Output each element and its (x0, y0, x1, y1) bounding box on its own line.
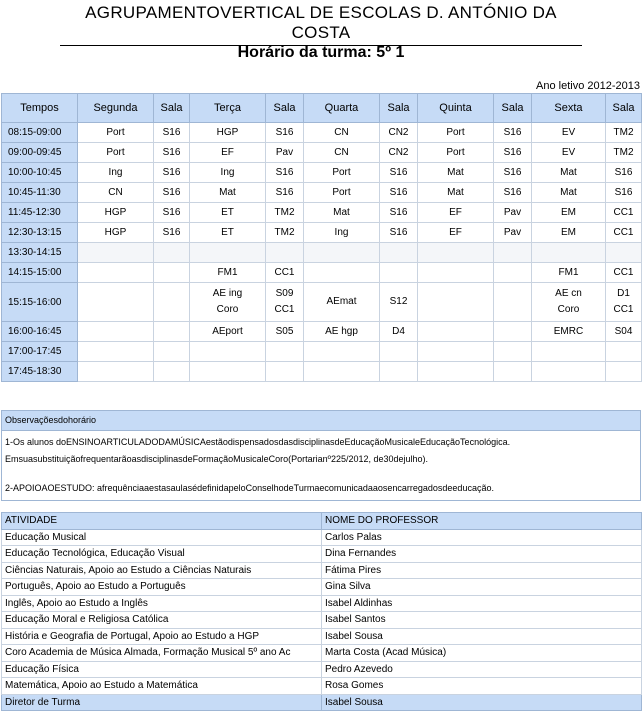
room-cell (266, 283, 304, 322)
room-cell: S16 (380, 183, 418, 203)
schedule-row (2, 362, 642, 382)
subject-cell (418, 362, 494, 382)
teacher-name-cell: Carlos Palas (322, 529, 642, 546)
room-cell (380, 283, 418, 322)
room-cell (494, 283, 532, 322)
room-cell: CN2 (380, 123, 418, 143)
class-director-label: Diretor de Turma (2, 694, 322, 711)
room-cell: Pav (494, 203, 532, 223)
room-cell: Pav (266, 143, 304, 163)
class-schedule-heading: Horário da turma: 5º 1 (237, 44, 405, 61)
subject-cell (78, 243, 154, 263)
subject-cell: HGP (78, 223, 154, 243)
room-cell: S16 (154, 143, 190, 163)
subject-cell (418, 342, 494, 362)
schedule-header-cell: Sala (266, 94, 304, 123)
teacher-row (2, 562, 642, 579)
subject-cell (304, 342, 380, 362)
room-cell (494, 263, 532, 283)
room-cell (494, 342, 532, 362)
subject-cell: Port (304, 163, 380, 183)
subject-cell: Mat (304, 203, 380, 223)
subject-cell (78, 342, 154, 362)
subject-text: AE cn (555, 288, 582, 299)
schedule-row (2, 263, 642, 283)
room-cell: CC1 (606, 223, 642, 243)
room-cell (606, 362, 642, 382)
activity-cell: Inglês, Apoio ao Estudo a Inglês (2, 595, 322, 612)
subject-cell (78, 263, 154, 283)
room-cell: S16 (380, 223, 418, 243)
subject-cell: FM1 (532, 263, 606, 283)
subject-cell: EV (532, 123, 606, 143)
room-cell (494, 322, 532, 342)
time-slot: 16:00-16:45 (2, 322, 78, 342)
time-slot: 09:00-09:45 (2, 143, 78, 163)
time-slot: 17:00-17:45 (2, 342, 78, 362)
schedule-header-cell: Sala (494, 94, 532, 123)
subject-cell (532, 283, 606, 322)
subject-cell: CN (78, 183, 154, 203)
room-cell (266, 243, 304, 263)
teacher-name-cell: Rosa Gomes (322, 678, 642, 695)
subject-cell (304, 263, 380, 283)
room-cell: S16 (266, 163, 304, 183)
subject-cell (418, 263, 494, 283)
subject-cell (532, 342, 606, 362)
room-cell: S05 (266, 322, 304, 342)
room-cell (380, 362, 418, 382)
room-cell: S16 (154, 163, 190, 183)
time-slot: 10:45-11:30 (2, 183, 78, 203)
activity-cell: Matemática, Apoio ao Estudo a Matemática (2, 678, 322, 695)
subject-cell: EF (418, 203, 494, 223)
activity-cell: Educação Musical (2, 529, 322, 546)
room-cell: S16 (154, 203, 190, 223)
room-cell: S16 (154, 183, 190, 203)
time-slot: 10:00-10:45 (2, 163, 78, 183)
observation-line-1: 1-Os alunos doENSINOARTICULADODAMÚSICAestãodispensadosdasdisciplinasdeEducaçãoMusicaleEducaçãoTecnológica. (5, 437, 511, 447)
time-slot: 12:30-13:15 (2, 223, 78, 243)
schedule-header-cell: Quarta (304, 94, 380, 123)
schedule-header-cell: Sexta (532, 94, 606, 123)
subject-cell: EF (418, 223, 494, 243)
schedule-row (2, 322, 642, 342)
time-slot: 13:30-14:15 (2, 243, 78, 263)
room-cell (494, 243, 532, 263)
teacher-name-cell: Isabel Santos (322, 612, 642, 629)
schedule-row (2, 143, 642, 163)
room-cell: S16 (154, 123, 190, 143)
room-cell: S16 (494, 163, 532, 183)
subject-cell: EMRC (532, 322, 606, 342)
teacher-name-cell: Fátima Pires (322, 562, 642, 579)
time-slot: 11:45-12:30 (2, 203, 78, 223)
room-cell: S16 (606, 163, 642, 183)
schedule-header-cell: Sala (606, 94, 642, 123)
room-cell (494, 362, 532, 382)
schedule-row (2, 203, 642, 223)
room-cell (154, 322, 190, 342)
teachers-header-row (2, 513, 642, 530)
subject-cell (418, 283, 494, 322)
subject-cell: Ing (78, 163, 154, 183)
room-cell (266, 362, 304, 382)
room-cell (606, 243, 642, 263)
subject-text: AEmat (326, 296, 357, 307)
subject-cell (78, 322, 154, 342)
observations-panel (1, 410, 641, 501)
room-cell (380, 263, 418, 283)
subject-cell: HGP (190, 123, 266, 143)
observations-title: Observaçõesdohorário (2, 411, 640, 431)
activity-cell: Ciências Naturais, Apoio ao Estudo a Ciências Naturais (2, 562, 322, 579)
observation-line-2: EmsuasubstituiçãofrequentarãoasdisciplinasdeFormaçãoMusicaleCoro(Portarianº225/2012, de30dejulho). (5, 454, 429, 464)
room-text: S12 (389, 296, 408, 307)
subject-cell (190, 283, 266, 322)
room-cell: S16 (380, 163, 418, 183)
room-cell: S16 (266, 123, 304, 143)
teachers-table (1, 512, 642, 711)
room-cell: CC1 (266, 263, 304, 283)
schedule-row (2, 123, 642, 143)
teacher-row (2, 661, 642, 678)
room-cell (606, 342, 642, 362)
subject-cell (532, 243, 606, 263)
subject-cell: EM (532, 223, 606, 243)
room-cell: S16 (494, 123, 532, 143)
subject-cell (190, 362, 266, 382)
schedule-table (1, 93, 642, 382)
activity-cell: Educação Tecnológica, Educação Visual (2, 546, 322, 563)
subject-cell: HGP (78, 203, 154, 223)
subject-cell (418, 243, 494, 263)
room-text: S09 (275, 288, 294, 299)
subject-cell: CN (304, 143, 380, 163)
room-cell (380, 342, 418, 362)
teacher-name-cell: Isabel Sousa (322, 628, 642, 645)
subject-cell: EF (190, 143, 266, 163)
room-cell (154, 243, 190, 263)
subject-cell: Port (418, 123, 494, 143)
room-cell (606, 283, 642, 322)
teacher-row (2, 612, 642, 629)
subject-cell (304, 283, 380, 322)
schedule-row (2, 223, 642, 243)
room-cell (380, 243, 418, 263)
room-cell (154, 283, 190, 322)
subject-cell: Port (418, 143, 494, 163)
schedule-row (2, 243, 642, 263)
activity-cell: Português, Apoio ao Estudo a Português (2, 579, 322, 596)
teacher-row (2, 628, 642, 645)
schedule-row (2, 342, 642, 362)
subject-cell: FM1 (190, 263, 266, 283)
schedule-row (2, 183, 642, 203)
room-text: CC1 (274, 304, 295, 315)
school-year: Ano letivo 2012-2013 (536, 80, 640, 92)
activity-column-header: ATIVIDADE (2, 513, 322, 530)
teacher-row (2, 529, 642, 546)
school-name: AGRUPAMENTOVERTICAL DE ESCOLAS D. ANTÓNIO DA COSTA (60, 3, 582, 46)
room-cell: S16 (380, 203, 418, 223)
activity-cell: Educação Física (2, 661, 322, 678)
room-cell: TM2 (606, 123, 642, 143)
subject-cell: Ing (304, 223, 380, 243)
schedule-header-cell: Quinta (418, 94, 494, 123)
subject-cell: Mat (418, 183, 494, 203)
subject-cell: Port (78, 143, 154, 163)
activity-cell: Educação Moral e Religiosa Católica (2, 612, 322, 629)
teacher-name-cell: Dina Fernandes (322, 546, 642, 563)
subject-cell: ET (190, 223, 266, 243)
room-cell: D4 (380, 322, 418, 342)
teacher-row (2, 546, 642, 563)
room-cell: CC1 (606, 203, 642, 223)
time-slot: 14:15-15:00 (2, 263, 78, 283)
subject-text: AE ing (212, 288, 243, 299)
room-cell: S16 (266, 183, 304, 203)
teacher-name-cell: Isabel Aldinhas (322, 595, 642, 612)
room-cell: S16 (154, 223, 190, 243)
subject-cell: Mat (418, 163, 494, 183)
room-cell: S16 (606, 183, 642, 203)
room-cell (154, 263, 190, 283)
teacher-column-header: NOME DO PROFESSOR (322, 513, 642, 530)
teacher-name-cell: Pedro Azevedo (322, 661, 642, 678)
subject-cell: Port (78, 123, 154, 143)
teacher-row (2, 645, 642, 662)
room-cell: TM2 (606, 143, 642, 163)
activity-cell: História e Geografia de Portugal, Apoio ao Estudo a HGP (2, 628, 322, 645)
room-cell: S16 (494, 143, 532, 163)
subject-cell: CN (304, 123, 380, 143)
subject-text: Coro (216, 304, 239, 315)
time-slot: 08:15-09:00 (2, 123, 78, 143)
schedule-row (2, 163, 642, 183)
schedule-header-cell: Segunda (78, 94, 154, 123)
observation-line-3: 2-APOIOAOESTUDO: afrequênciaaestasaulasédefinidapeloConselhodeTurmaecomunicadaaosencarregadosdeeducação. (5, 483, 494, 493)
schedule-header-cell: Sala (380, 94, 418, 123)
teacher-name-cell: Gina Silva (322, 579, 642, 596)
teacher-row (2, 595, 642, 612)
schedule-header-row (2, 94, 642, 123)
schedule-row (2, 283, 642, 322)
room-text: CC1 (613, 304, 634, 315)
subject-cell (304, 243, 380, 263)
teacher-row (2, 678, 642, 695)
room-cell: TM2 (266, 203, 304, 223)
subject-cell: AEport (190, 322, 266, 342)
subject-cell: Mat (190, 183, 266, 203)
subject-cell (190, 243, 266, 263)
subject-cell: ET (190, 203, 266, 223)
schedule-header-cell: Terça (190, 94, 266, 123)
subject-cell: EM (532, 203, 606, 223)
teacher-name-cell: Marta Costa (Acad Música) (322, 645, 642, 662)
room-cell: TM2 (266, 223, 304, 243)
subject-cell (190, 342, 266, 362)
room-cell: CN2 (380, 143, 418, 163)
subject-cell (78, 283, 154, 322)
activity-cell: Coro Academia de Música Almada, Formação Musical 5º ano Ac (2, 645, 322, 662)
subject-cell (418, 322, 494, 342)
room-text: D1 (617, 288, 630, 299)
schedule-header-cell: Tempos (2, 94, 78, 123)
teachers-body (2, 529, 642, 694)
subject-cell: Ing (190, 163, 266, 183)
schedule-header-cell: Sala (154, 94, 190, 123)
room-cell (154, 362, 190, 382)
subject-cell: AE hgp (304, 322, 380, 342)
subject-cell (304, 362, 380, 382)
room-cell (266, 342, 304, 362)
subject-cell (78, 362, 154, 382)
room-cell: Pav (494, 223, 532, 243)
subject-cell (532, 362, 606, 382)
subject-cell: Mat (532, 163, 606, 183)
room-cell: CC1 (606, 263, 642, 283)
room-cell: S16 (494, 183, 532, 203)
time-slot: 17:45-18:30 (2, 362, 78, 382)
time-slot: 15:15-16:00 (2, 283, 78, 322)
subject-cell: Mat (532, 183, 606, 203)
room-cell (154, 342, 190, 362)
schedule-body (2, 123, 642, 382)
subject-text: Coro (557, 304, 580, 315)
subject-cell: Port (304, 183, 380, 203)
class-director-row (2, 694, 642, 711)
subject-cell: EV (532, 143, 606, 163)
teacher-row (2, 579, 642, 596)
class-director-name: Isabel Sousa (322, 694, 642, 711)
room-cell: S04 (606, 322, 642, 342)
